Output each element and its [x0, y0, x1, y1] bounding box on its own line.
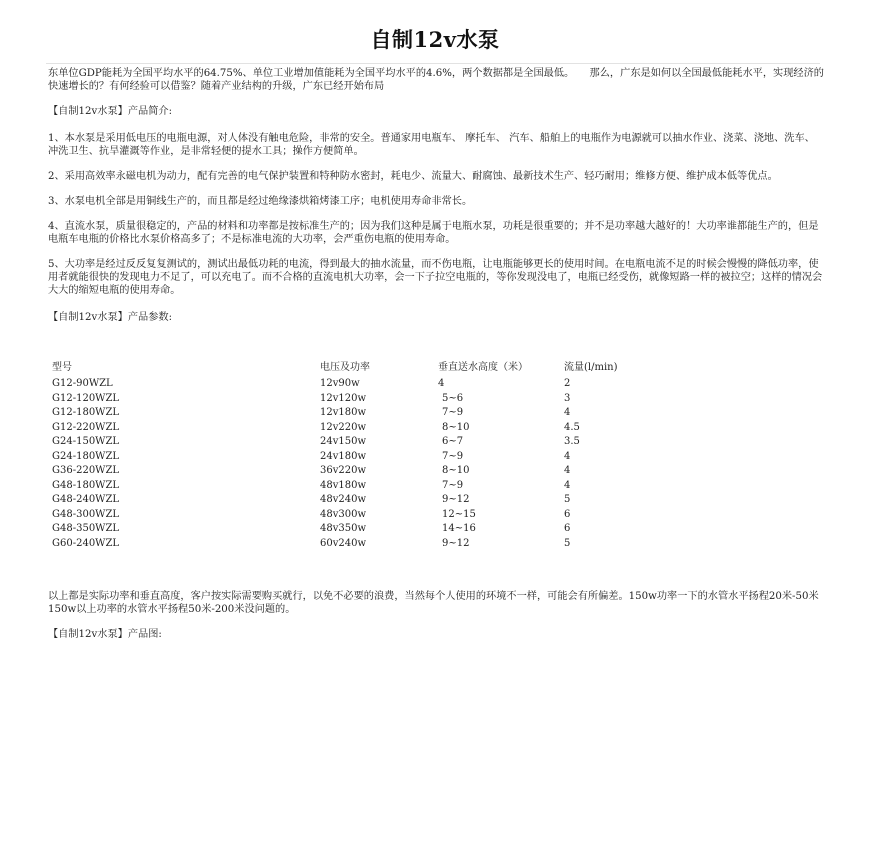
cell-model: G48-350WZL	[52, 523, 120, 534]
table-row	[52, 477, 644, 492]
cell-lift-height: 14~16	[442, 523, 476, 534]
cell-flow: 5	[564, 494, 571, 505]
cell-lift-height: 9~12	[442, 537, 470, 549]
cell-lift-height: 4	[438, 378, 445, 389]
article-body	[48, 67, 824, 324]
cell-flow: 6	[564, 508, 571, 520]
header-model: 型号	[52, 361, 72, 373]
cell-lift-height: 8~10	[442, 421, 470, 433]
cell-model: G48-180WZL	[52, 479, 120, 491]
cell-flow: 4	[564, 479, 571, 491]
cell-model: G36-220WZL	[52, 465, 120, 476]
cell-lift-height: 12~15	[442, 508, 476, 520]
cell-model: G48-240WZL	[52, 494, 120, 505]
point-4: 4、直流水泵，质量很稳定的，产品的材料和功率都是按标准生产的；因为我们这种是属于电瓶水泵，功耗是很重要的；并不是功率越大越好的！大功率谁都能生产的，但是电瓶车电瓶的价格比水泵价格高多了；不是标准电流的大功率，会严重伤电瓶的使用寿命。	[48, 221, 819, 245]
cell-flow: 3.5	[564, 436, 580, 447]
cell-lift-height: 6~7	[442, 436, 464, 447]
header-voltage-power: 电压及功率	[320, 361, 370, 373]
table-row	[52, 376, 644, 391]
cell-model: G24-180WZL	[52, 450, 120, 462]
cell-flow: 5	[564, 537, 571, 549]
cell-voltage-power: 24v180w	[320, 450, 367, 462]
intro-heading: 【自制12v水泵】产品简介:	[48, 106, 173, 117]
params-table	[52, 359, 644, 550]
params-table-wrapper	[52, 359, 644, 550]
cell-voltage-power: 60v240w	[320, 537, 367, 549]
cell-flow: 3	[564, 392, 571, 404]
table-row	[52, 448, 644, 463]
cell-lift-height: 9~12	[442, 494, 470, 505]
cell-voltage-power: 48v240w	[320, 494, 367, 505]
conclusion-paragraph: 以上都是实际功率和垂直高度，客户按实际需要购买就行，以免不必要的浪费，当然每个人使用的环境不一样，可能会有所偏差。150w功率一下的水管水平扬程20米-50米 150w以上功率的水管水平扬程50米-200米没问题的。	[48, 591, 819, 615]
title-divider	[46, 63, 820, 64]
page-title: 自制12v水泵	[370, 27, 500, 52]
cell-voltage-power: 12v180w	[320, 407, 367, 418]
cell-voltage-power: 48v180w	[320, 479, 367, 491]
table-row	[52, 434, 644, 449]
cell-flow: 6	[564, 523, 571, 534]
cell-lift-height: 7~9	[442, 450, 464, 462]
intro-paragraph: 东单位GDP能耗为全国平均水平的64.75%、单位工业增加值能耗为全国平均水平的4.6%，两个数据都是全国最低。 那么，广东是如何以全国最低能耗水平，实现经济的快速增长的？有何经验可以借鉴？随着产业结构的升级，广东已经开始布局	[48, 68, 824, 92]
header-lift-height: 垂直送水高度（米）	[438, 361, 528, 373]
point-1: 1、本水泵是采用低电压的电瓶电源，对人体没有触电危险，非常的安全。普通家用电瓶车、 摩托车、 汽车、船舶上的电瓶作为电源就可以抽水作业、浇菜、浇地、洗车、冲洗卫生、抗旱灌溉等作业，是非常轻便的提水工具；操作方便简单。	[48, 133, 815, 157]
cell-lift-height: 5~6	[442, 392, 464, 404]
cell-model: G24-150WZL	[52, 436, 120, 447]
table-row	[52, 463, 644, 478]
table-row	[52, 521, 644, 536]
cell-voltage-power: 12v220w	[320, 421, 367, 433]
table-row	[52, 419, 644, 434]
cell-model: G12-90WZL	[52, 378, 113, 389]
table-row	[52, 506, 644, 521]
point-3: 3、水泵电机全部是用铜线生产的，而且都是经过绝缘漆烘箱烤漆工序；电机使用寿命非常长。	[48, 196, 473, 207]
conclusion-section	[48, 590, 824, 641]
cell-voltage-power: 48v350w	[320, 523, 367, 534]
table-row	[52, 390, 644, 405]
cell-voltage-power: 12v120w	[320, 392, 367, 404]
cell-voltage-power: 24v150w	[320, 436, 367, 447]
cell-flow: 4	[564, 407, 571, 418]
table-header-row	[52, 359, 644, 376]
cell-voltage-power: 36v220w	[320, 465, 367, 476]
table-row	[52, 535, 644, 550]
cell-model: G48-300WZL	[52, 508, 120, 520]
cell-model: G12-180WZL	[52, 407, 120, 418]
point-5: 5、大功率是经过反反复复测试的，测试出最低功耗的电流，得到最大的抽水流量，而不伤电瓶，让电瓶能够更长的使用时间。在电瓶电流不足的时候会慢慢的降低功率，使用者就能很快的发现电力不足了，可以充电了。而不合格的直流电机大功率，会一下子拉空电瓶的，等你发现没电了，电瓶已经受伤，就像短路一样的被拉空；这样的情况会大大的缩短电瓶的使用寿命。	[48, 259, 823, 296]
cell-model: G12-220WZL	[52, 421, 120, 433]
table-row	[52, 492, 644, 507]
params-heading: 【自制12v水泵】产品参数:	[48, 312, 173, 323]
point-2: 2、采用高效率永磁电机为动力，配有完善的电气保护装置和特种防水密封，耗电少、流量大、耐腐蚀、最新技术生产、轻巧耐用；维修方便、维护成本低等优点。	[48, 171, 778, 182]
image-heading: 【自制12v水泵】产品图:	[48, 629, 162, 640]
header-flow: 流量(l/min)	[564, 361, 618, 373]
cell-model: G60-240WZL	[52, 537, 120, 549]
cell-lift-height: 7~9	[442, 407, 464, 418]
cell-lift-height: 8~10	[442, 465, 470, 476]
cell-voltage-power: 48v300w	[320, 508, 367, 520]
cell-flow: 4	[564, 465, 571, 476]
cell-flow: 4	[564, 450, 571, 462]
table-row	[52, 405, 644, 420]
cell-model: G12-120WZL	[52, 392, 120, 404]
cell-flow: 2	[564, 378, 571, 389]
cell-voltage-power: 12v90w	[320, 378, 360, 389]
cell-lift-height: 7~9	[442, 479, 464, 491]
params-table-body	[52, 376, 644, 550]
cell-flow: 4.5	[564, 421, 580, 433]
